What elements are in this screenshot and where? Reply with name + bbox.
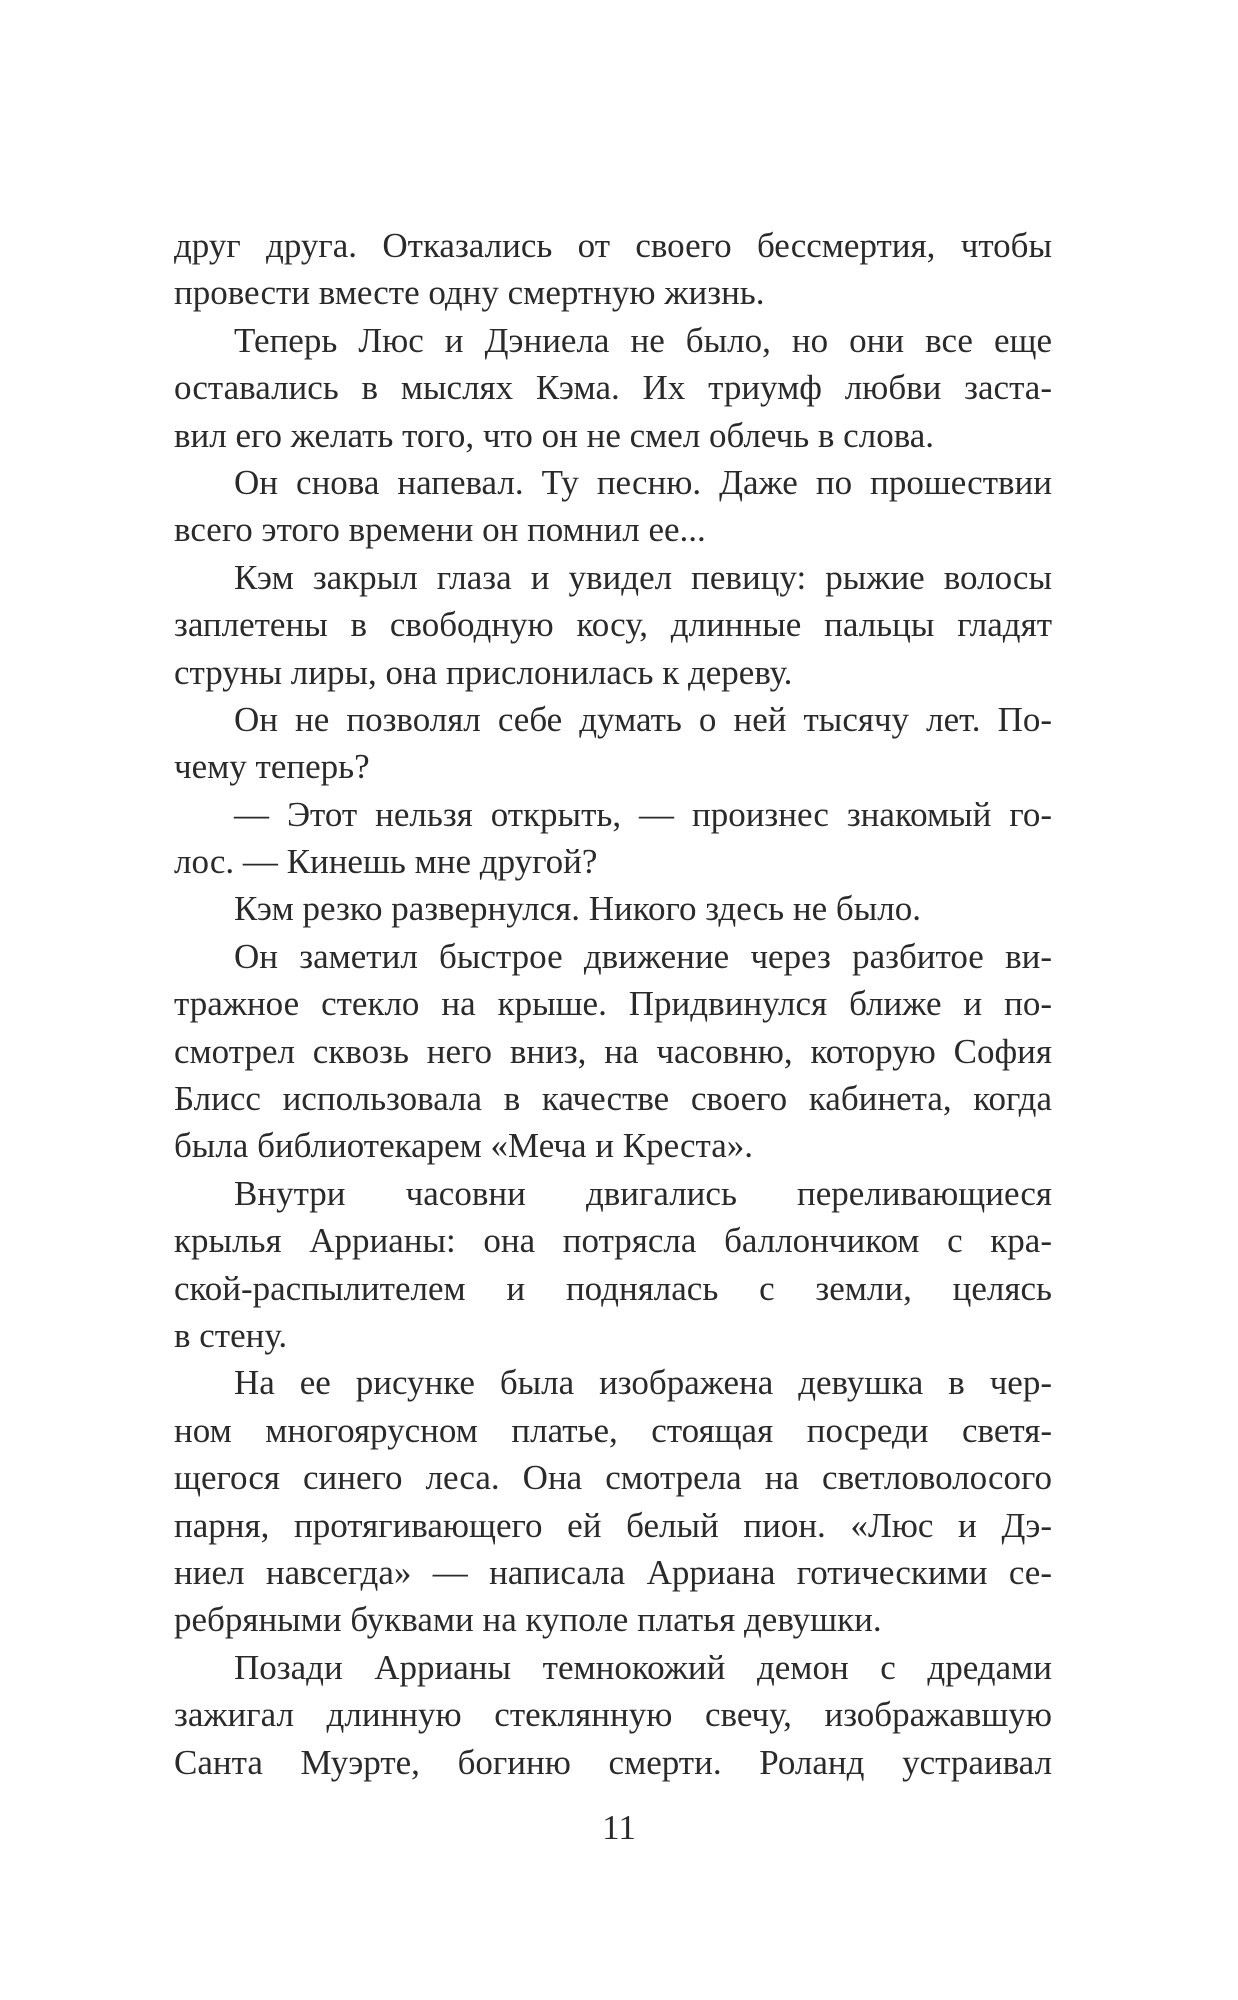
text-line: парня, протягивающего ей белый пион. «Люс и Дэ-	[174, 1505, 1052, 1545]
text-line: ребряными буквами на куполе платья девушки.	[174, 1600, 882, 1640]
text-line: На ее рисунке была изображена девушка в чер-	[234, 1363, 1052, 1403]
text-line: Теперь Люс и Дэниела не было, но они все еще	[234, 320, 1052, 360]
text-line: провести вместе одну смертную жизнь.	[174, 273, 765, 313]
text-line: друг друга. Отказались от своего бессмертия, чтобы	[174, 226, 1052, 265]
text-line: ниел навсегда» — написала Арриана готическими се-	[174, 1552, 1052, 1592]
text-line: всего этого времени он помнил ее...	[174, 510, 706, 550]
text-line: щегося синего леса. Она смотрела на светловолосого	[174, 1458, 1052, 1498]
text-line: смотрел сквозь него вниз, на часовню, которую София	[174, 1031, 1052, 1071]
text-line: — Этот нельзя открыть, — произнес знакомый го-	[234, 794, 1052, 834]
text-line: тражное стекло на крыше. Придвинулся ближе и по-	[174, 984, 1052, 1024]
text-line: Блисс использовала в качестве своего кабинета, когда	[174, 1079, 1052, 1119]
text-line: заплетены в свободную косу, длинные пальцы гладят	[174, 605, 1052, 645]
text-line: Кэм закрыл глаза и увидел певицу: рыжие волосы	[234, 557, 1052, 597]
text-line: Он не позволял себе думать о ней тысячу лет. По-	[234, 699, 1052, 739]
text-line: ской-распылителем и поднялась с земли, целясь	[174, 1268, 1052, 1308]
text-line: лос. — Кинешь мне другой?	[174, 842, 598, 882]
text-line: струны лиры, она прислонилась к дереву.	[174, 652, 793, 692]
text-line: зажигал длинную стеклянную свечу, изображавшую	[174, 1695, 1052, 1735]
text-line: Кэм резко развернулся. Никого здесь не было.	[234, 889, 921, 929]
page-body-text	[174, 222, 1052, 1786]
text-line: Он снова напевал. Ту песню. Даже по прошествии	[234, 462, 1052, 502]
text-line: Санта Муэрте, богиню смерти. Роланд устраивал	[174, 1742, 1052, 1782]
text-line: крылья Аррианы: она потрясла баллончиком с кра-	[174, 1221, 1052, 1261]
text-line: Он заметил быстрое движение через разбитое ви-	[234, 936, 1052, 976]
text-line: была библиотекарем «Меча и Креста».	[174, 1126, 754, 1166]
text-line: оставались в мыслях Кэма. Их триумф любви заста-	[174, 368, 1052, 408]
text-line: в стену.	[174, 1315, 288, 1355]
text-line: Внутри часовни двигались переливающиеся	[234, 1173, 1052, 1213]
text-line: ном многоярусном платье, стоящая посреди светя-	[174, 1410, 1052, 1450]
text-line: Позади Аррианы темнокожий демон с дредами	[234, 1647, 1052, 1687]
text-line: чему теперь?	[174, 747, 370, 787]
page-number: 11	[602, 1808, 636, 1847]
text-line: вил его желать того, что он не смел облечь в слова.	[174, 415, 935, 455]
